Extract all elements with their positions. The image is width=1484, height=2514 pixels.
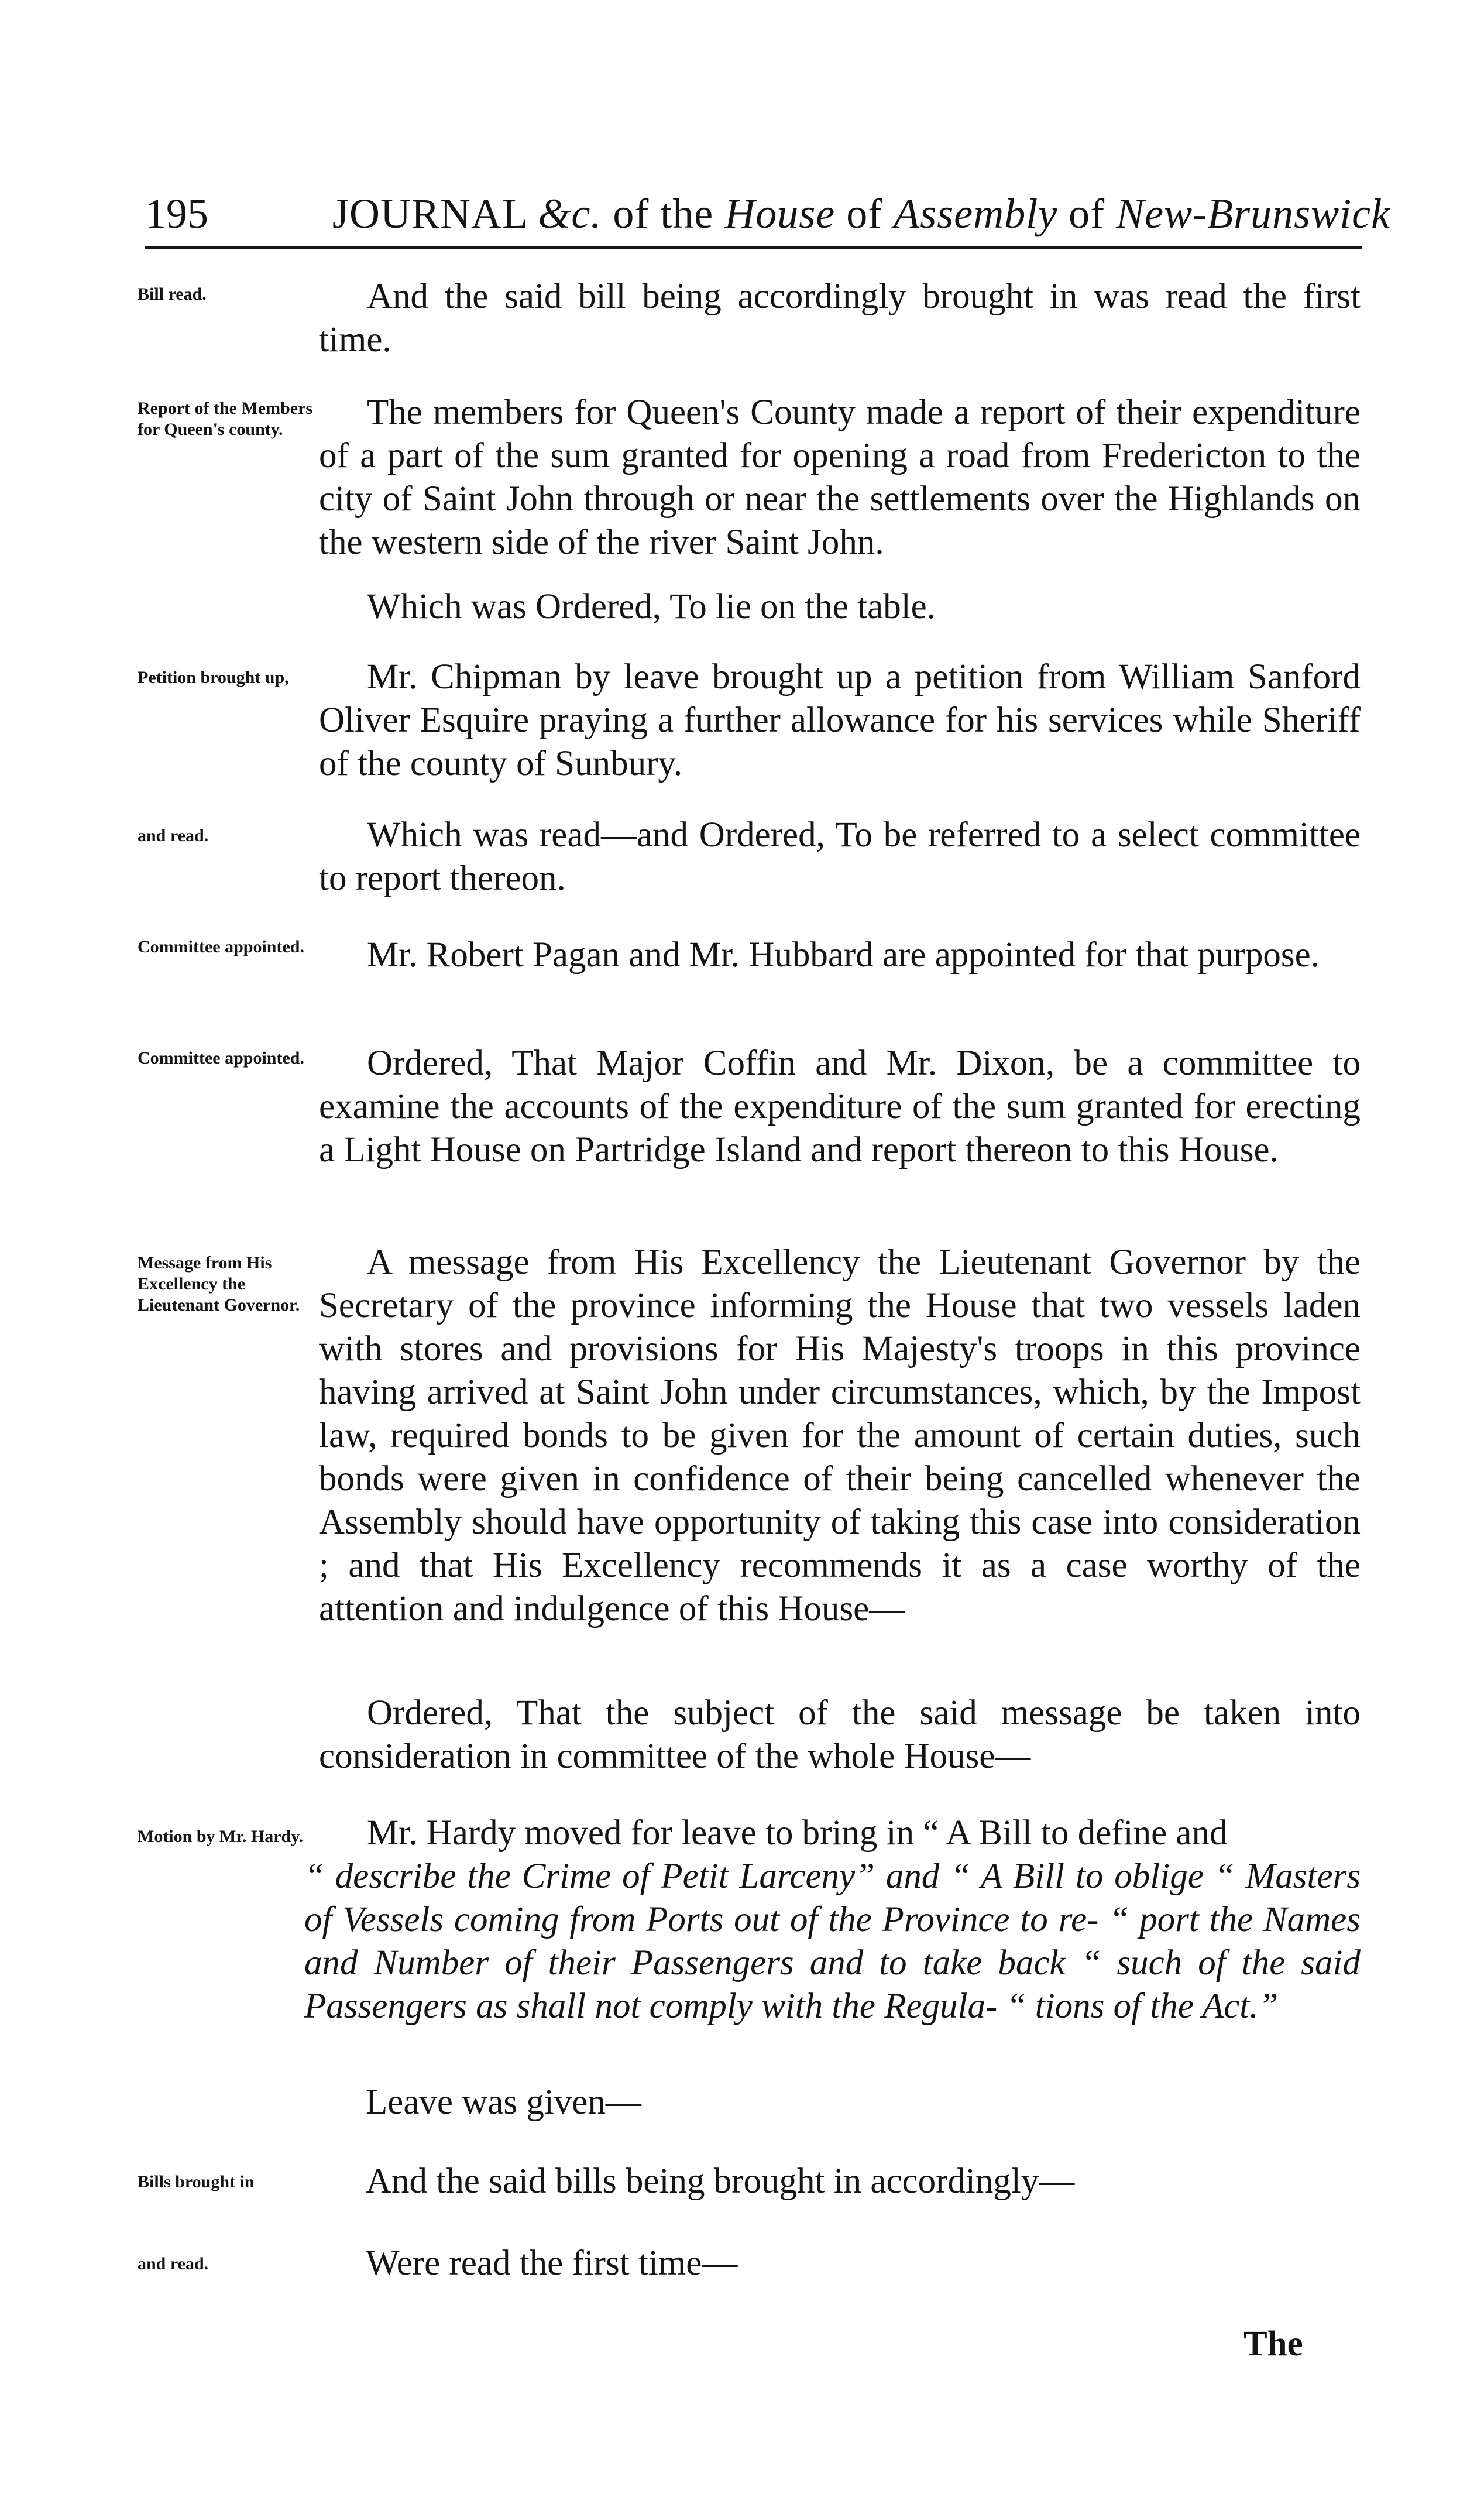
paragraph: Ordered, That the subject of the said message be taken into consideration in committee of the whole House—	[319, 1693, 1361, 1776]
margin-note: Message from His Excellency the Lieutenant Governor.	[138, 1253, 300, 1315]
margin-note: Bills brought in	[138, 2172, 255, 2191]
paragraph: Were read the first time—	[366, 2244, 738, 2283]
margin-note: and read.	[138, 2254, 209, 2273]
paragraph: And the said bill being accordingly brought in was read the first time.	[319, 277, 1361, 359]
margin-note: and read.	[138, 826, 209, 845]
running-title: JOURNAL &c. of the House of Assembly of New-Brunswick	[332, 190, 1391, 237]
paragraph: Leave was given—	[366, 2083, 641, 2122]
quoted-bill-titles: “ describe the Crime of Petit Larceny” and “ A Bill to oblige “ Masters of Vessels coming from Ports out of the Province to re- “ port the Names and Number of their Passengers and to take back “ such of the said Passengers as shall not comply with the Regula- “ tions of the Act.”	[304, 1857, 1361, 2026]
running-header	[145, 187, 1391, 249]
paragraph: A message from His Excellency the Lieutenant Governor by the Secretary of the province informing the House that two vessels laden with stores and provisions for His Majesty's troops in this province having arrived at Saint John under circumstances, which, by the Impost law, required bonds to be given for the amount of certain duties, such bonds were given in confidence of their being cancelled whenever the Assembly should have opportunity of taking this case into consideration ; and that His Excellency recommends it as a case worthy of the attention and indulgence of this House—	[319, 1243, 1361, 1628]
paragraph: Which was Ordered, To lie on the table.	[367, 587, 936, 626]
page-number: 195	[145, 190, 208, 237]
margin-note: Committee appointed.	[138, 1048, 304, 1068]
paragraph: The members for Queen's County made a report of their expenditure of a part of the sum granted for opening a road from Fredericton to the city of Saint John through or near the settlements over the Highlands on the western side of the river Saint John.	[319, 393, 1361, 562]
paragraph: Mr. Chipman by leave brought up a petition from William Sanford Oliver Esquire praying a further allowance for his services while Sheriff of the county of Sunbury.	[319, 657, 1361, 783]
paragraph: Which was read—and Ordered, To be referred to a select committee to report thereon.	[319, 815, 1361, 898]
paragraph: Mr. Hardy moved for leave to bring in “ A Bill to define and	[367, 1813, 1228, 1853]
paragraph: And the said bills being brought in accordingly—	[366, 2162, 1075, 2201]
catchword: The	[1243, 2324, 1303, 2364]
margin-note: Report of the Members for Queen's county.	[138, 399, 313, 439]
margin-note: Motion by Mr. Hardy.	[138, 1827, 304, 1846]
margin-note: Petition brought up,	[138, 668, 289, 687]
paragraph: Mr. Robert Pagan and Mr. Hubbard are appointed for that purpose.	[367, 935, 1320, 975]
margin-note: Committee appointed.	[138, 937, 304, 956]
margin-note: Bill read.	[138, 284, 207, 304]
paragraph: Ordered, That Major Coffin and Mr. Dixon, be a committee to examine the accounts of the expenditure of the sum granted for erecting a Light House on Partridge Island and report thereon to this House.	[319, 1044, 1361, 1169]
